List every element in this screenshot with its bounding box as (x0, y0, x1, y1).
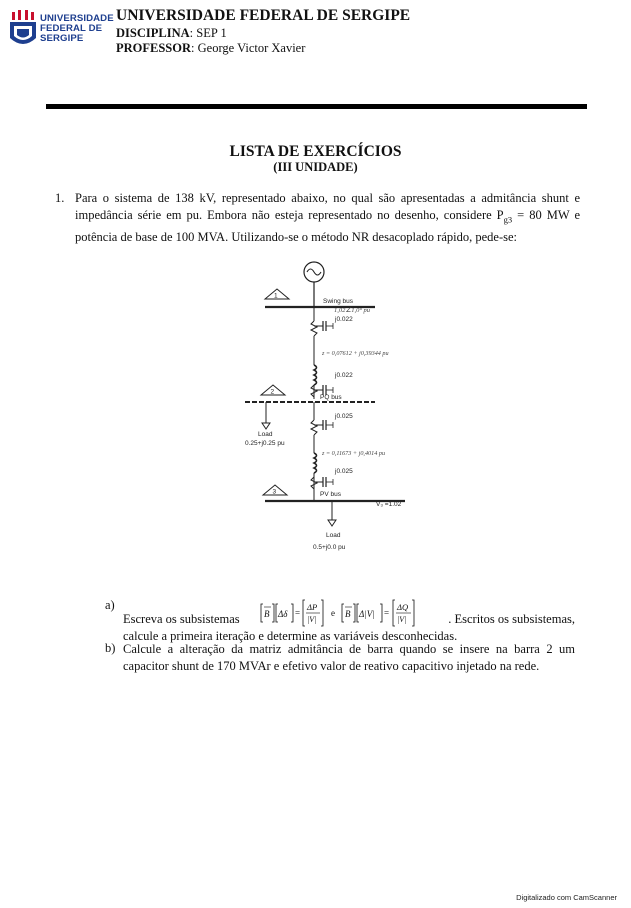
generator-wave (307, 269, 321, 275)
item-a-suffix: . Escritos os subsistemas, (448, 612, 575, 626)
load3-arrow (328, 520, 336, 526)
bus1-number: 1 (274, 292, 278, 300)
question-number: 1. (55, 191, 65, 205)
logo-line: SERGIPE (40, 33, 84, 44)
university-crest-icon (6, 8, 40, 52)
bus3-number: 3 (272, 488, 277, 496)
power-system-diagram (225, 255, 425, 555)
load2-value: 0.25+j0.25 pu (245, 440, 285, 447)
page-subtitle: (III UNIDADE) (273, 160, 358, 174)
logo-text (40, 14, 114, 44)
svg-text:B: B (344, 609, 351, 619)
bus3-voltage: V₃ =1.02 (376, 501, 402, 508)
professor-value: : George Victor Xavier (191, 41, 306, 55)
discipline-label: DISCIPLINA (116, 26, 190, 40)
discipline-value: : SEP 1 (189, 26, 227, 40)
svg-text:B: B (263, 609, 270, 619)
bus2-number: 2 (270, 388, 275, 396)
shunt1-label: j0.022 (335, 316, 353, 323)
shunt3-label: j0.025 (335, 413, 353, 420)
professor-line (116, 41, 305, 56)
load3-value: 0.5+j0.0 pu (313, 544, 346, 551)
page-title: LISTA DE EXERCÍCIOS (229, 143, 402, 160)
scanner-watermark: Digitalizado com CamScanner (516, 893, 617, 902)
item-a-line2: calcule a primeira iteração e determine as variáveis desconhecidas. (123, 629, 458, 643)
load2-label: Load (258, 431, 273, 438)
item-a-prefix: Escreva os subsistemas (123, 612, 240, 626)
item-b-text: Calcule a alteração da matriz admitância de barra quando se insere na barra 2 um capacitor shunt de 170 MVAr e efetivo valor de reativo capacitivo injetado na rede. (123, 642, 575, 673)
equation-conjunction: e (330, 608, 335, 618)
bus1-voltage: 1,02∠1,0° pu (334, 307, 371, 314)
item-a-text (123, 598, 575, 645)
question-text-start: Para o sistema de 138 kV, representado abaixo, no qual são apresentadas a admitância shunt e impedância série em pu. Embora não esteja representado no desenho, considere P (75, 191, 580, 222)
load3-label: Load (326, 532, 341, 539)
university-logo (6, 8, 114, 52)
svg-text:|V|: |V| (396, 615, 407, 624)
svg-text:Δ|V|: Δ|V| (358, 609, 375, 619)
bus2-name: PQ bus (320, 394, 342, 401)
bus1-name: Swing bus (323, 298, 353, 305)
line2-impedance: z = 0,11673 + j0,4014 pu (322, 450, 386, 457)
svg-text:=: = (383, 608, 390, 618)
header-divider (46, 104, 587, 109)
item-b-label: b) (105, 641, 116, 655)
item-a-label: a) (105, 598, 115, 612)
subsystem-equations (260, 598, 428, 628)
svg-text:ΔP: ΔP (306, 602, 318, 612)
university-name: UNIVERSIDADE FEDERAL DE SERGIPE (116, 7, 411, 24)
logo-line: FEDERAL DE (40, 23, 103, 34)
question-subscript: g3 (503, 214, 513, 225)
logo-line: UNIVERSIDADE (40, 13, 114, 24)
professor-label: PROFESSOR (116, 41, 192, 55)
bus3-name: PV bus (320, 491, 341, 498)
question-text-end: = 80 MW e potência de base de 100 MVA. Utilizando-se o método NR desacoplado rápido, pede-se: (75, 208, 580, 244)
svg-text:=: = (294, 608, 301, 618)
line1-impedance: z = 0,07612 + j0,39344 pu (322, 350, 389, 357)
shunt4-label: j0.025 (335, 468, 353, 475)
discipline-line (116, 26, 227, 41)
svg-text:|V|: |V| (306, 615, 317, 624)
question-text (75, 190, 580, 246)
load2-arrow (262, 423, 270, 429)
svg-text:ΔQ: ΔQ (396, 602, 409, 612)
shunt2-label: j0.022 (335, 372, 353, 379)
svg-text:Δδ: Δδ (277, 609, 288, 619)
